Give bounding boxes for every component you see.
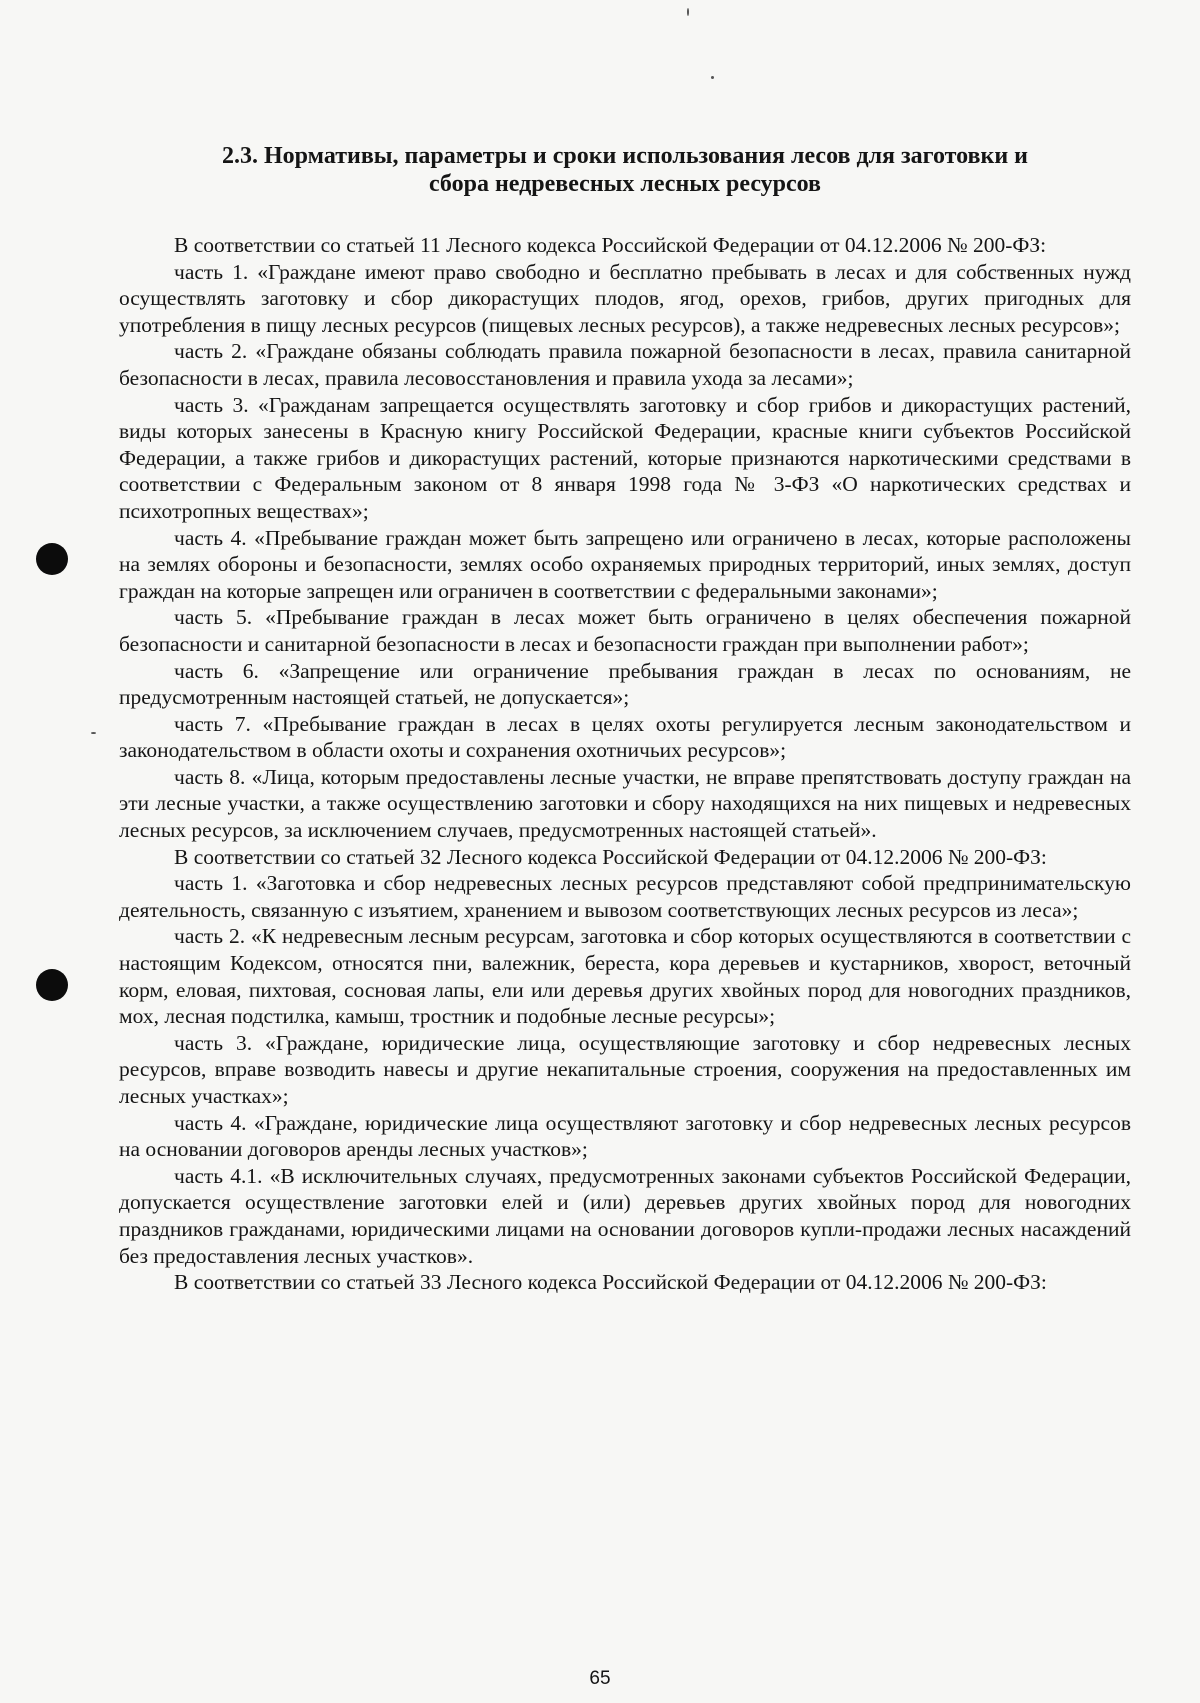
paragraph: В соответствии со статьей 11 Лесного кодекса Российской Федерации от 04.12.2006 № 200-ФЗ:	[174, 233, 1047, 257]
scan-speck	[711, 76, 714, 79]
paragraph: часть 1. «Заготовка и сбор недревесных лесных ресурсов представляют собой предпринимательскую деятельность, связанную с изъятием, хранением и вывозом соответствующих лесных ресурсов из леса»;	[119, 871, 1131, 922]
punch-hole-mark	[36, 543, 68, 575]
page-number: 65	[589, 1668, 611, 1689]
paragraph: часть 2. «К недревесным лесным ресурсам, заготовка и сбор которых осуществляются в соответствии с настоящим Кодексом, относятся пни, валежник, береста, кора деревьев и кустарников, хворост, веточный корм, еловая, пихтовая, сосновая лапы, ели или деревья других хвойных пород для новогодних праздников, мох, лесная подстилка, камыш, тростник и подобные лесные ресурсы»;	[119, 924, 1131, 1029]
section-heading	[119, 142, 1131, 198]
paragraph: часть 4.1. «В исключительных случаях, предусмотренных законами субъектов Российской Федерации, допускается осуществление заготовки елей и (или) деревьев других хвойных пород для новогодних праздников гражданами, юридическими лицами на основании договоров купли-продажи лесных насаждений без предоставления лесных участков».	[119, 1163, 1131, 1268]
scan-speck	[91, 732, 96, 734]
paragraph: часть 8. «Лица, которым предоставлены лесные участки, не вправе препятствовать доступу граждан на эти лесные участки, а также осуществлению заготовки и сбору находящихся на них пищевых и недревесных лесных ресурсов, за исключением случаев, предусмотренных настоящей статьей».	[119, 764, 1131, 843]
punch-hole-mark	[36, 969, 68, 1001]
paragraph: часть 4. «Граждане, юридические лица осуществляют заготовку и сбор недревесных лесных ресурсов на основании договоров аренды лесных участков»;	[119, 1110, 1131, 1162]
heading-line-1: 2.3. Нормативы, параметры и сроки использования лесов для заготовки и	[222, 143, 1028, 169]
paragraph: часть 7. «Пребывание граждан в лесах в целях охоты регулируется лесным законодательством и законодательством в области охоты и сохранения охотничьих ресурсов»;	[119, 711, 1131, 763]
heading-line-2: сбора недревесных лесных ресурсов	[428, 171, 822, 197]
paragraph: часть 5. «Пребывание граждан в лесах может быть ограничено в целях обеспечения пожарной безопасности и санитарной безопасности в лесах и безопасности граждан при выполнении работ»;	[119, 605, 1131, 656]
paragraph: часть 6. «Запрещение или ограничение пребывания граждан в лесах по основаниям, не предусмотренным настоящей статьей, не допускается»;	[119, 658, 1131, 710]
paragraph: часть 3. «Граждане, юридические лица, осуществляющие заготовку и сбор недревесных лесных ресурсов, вправе возводить навесы и другие некапитальные строения, сооружения на предоставленных им лесных участках»;	[119, 1030, 1131, 1108]
document-body	[119, 142, 1131, 1296]
scan-speck	[687, 8, 689, 16]
paragraph: часть 3. «Гражданам запрещается осуществлять заготовку и сбор грибов и дикорастущих растений, виды которых занесены в Красную книгу Российской Федерации, красные книги субъектов Российской Федерации, а также грибов и дикорастущих растений, которые признаются наркотическими средствами в соответствии с Федеральным законом от 8 января 1998 года № 3-ФЗ «О наркотических средствах и психотропных веществах»;	[119, 392, 1131, 523]
paragraph: В соответствии со статьей 32 Лесного кодекса Российской Федерации от 04.12.2006 № 200-ФЗ:	[174, 844, 1047, 869]
paragraph: часть 1. «Граждане имеют право свободно и бесплатно пребывать в лесах и для собственных нужд осуществлять заготовку и сбор дикорастущих плодов, ягод, орехов, грибов, других пригодных для употребления в пищу лесных ресурсов (пищевых лесных ресурсов), а также недревесных лесных ресурсов»;	[119, 259, 1131, 337]
paragraph: часть 2. «Граждане обязаны соблюдать правила пожарной безопасности в лесах, правила санитарной безопасности в лесах, правила лесовосстановления и правила ухода за лесами»;	[119, 339, 1131, 390]
paragraph: часть 4. «Пребывание граждан может быть запрещено или ограничено в лесах, которые расположены на землях обороны и безопасности, землях особо охраняемых природных территорий, иных землях, доступ граждан на которые запрещен или ограничен в соответствии с федеральными законами»;	[119, 525, 1131, 603]
paragraph: В соответствии со статьей 33 Лесного кодекса Российской Федерации от 04.12.2006 № 200-ФЗ:	[174, 1270, 1047, 1295]
